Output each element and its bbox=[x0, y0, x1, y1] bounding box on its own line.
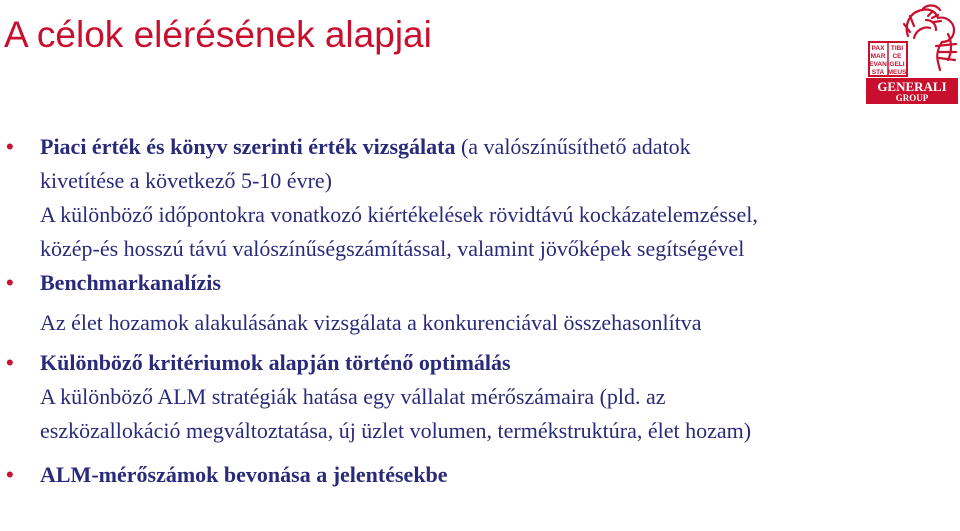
seal-text: GELI bbox=[889, 61, 905, 68]
seal-text: STA bbox=[871, 69, 885, 76]
bullet-line bbox=[40, 130, 960, 164]
bullet-text: (a valószínűsíthető adatok bbox=[455, 134, 691, 159]
bullet-line: A különböző időpontokra vonatkozó kiértékelések rövidtávú kockázatelemzéssel, bbox=[40, 202, 758, 227]
seal-text: CE bbox=[892, 53, 902, 60]
brand-group: GROUP bbox=[895, 93, 929, 103]
list-item bbox=[0, 346, 960, 448]
bullet-subtext: Az élet hozamok alakulásának vizsgálata a konkurenciával összehasonlítva bbox=[40, 310, 702, 335]
lion-icon bbox=[904, 6, 956, 71]
book-icon bbox=[869, 42, 907, 76]
list-item bbox=[0, 266, 960, 300]
seal-text: PAX bbox=[871, 45, 885, 52]
seal-text: MAR bbox=[870, 53, 886, 60]
bullet-line: eszközallokáció megváltoztatása, új üzlet volumen, termékstruktúra, élet hozam) bbox=[40, 418, 752, 443]
slide-title: A célok elérésének alapjai bbox=[4, 14, 432, 55]
seal-text: EVAN bbox=[869, 61, 887, 68]
bullet-marker: • bbox=[6, 270, 14, 295]
seal-text: MEUS bbox=[887, 69, 907, 76]
bullet-marker: • bbox=[6, 134, 14, 159]
bullet-line: kivetítése a következő 5-10 évre) bbox=[40, 168, 332, 193]
bullet-marker: • bbox=[6, 462, 14, 487]
bullet-line: közép-és hosszú távú valószínűségszámítással, valamint jövőképek segítségével bbox=[40, 236, 745, 261]
brand-name: GENERALI bbox=[877, 79, 947, 94]
bullet-line: A különböző ALM stratégiák hatása egy vállalat mérőszámaira (pld. az bbox=[40, 384, 666, 409]
bullet-heading: Benchmarkanalízis bbox=[40, 270, 221, 295]
bullet-heading: Piaci érték és könyv szerinti érték vizsgálata bbox=[40, 134, 456, 159]
bullet-heading: ALM-mérőszámok bevonása a jelentésekbe bbox=[40, 462, 448, 487]
list-item bbox=[0, 130, 960, 266]
list-item bbox=[0, 458, 960, 492]
generali-logo bbox=[866, 2, 958, 104]
bullet-marker: • bbox=[6, 350, 14, 375]
bullet-heading: Különböző kritériumok alapján történő optimálás bbox=[40, 350, 511, 375]
seal-text: TIBI bbox=[890, 45, 904, 52]
bullet-list bbox=[0, 130, 960, 492]
